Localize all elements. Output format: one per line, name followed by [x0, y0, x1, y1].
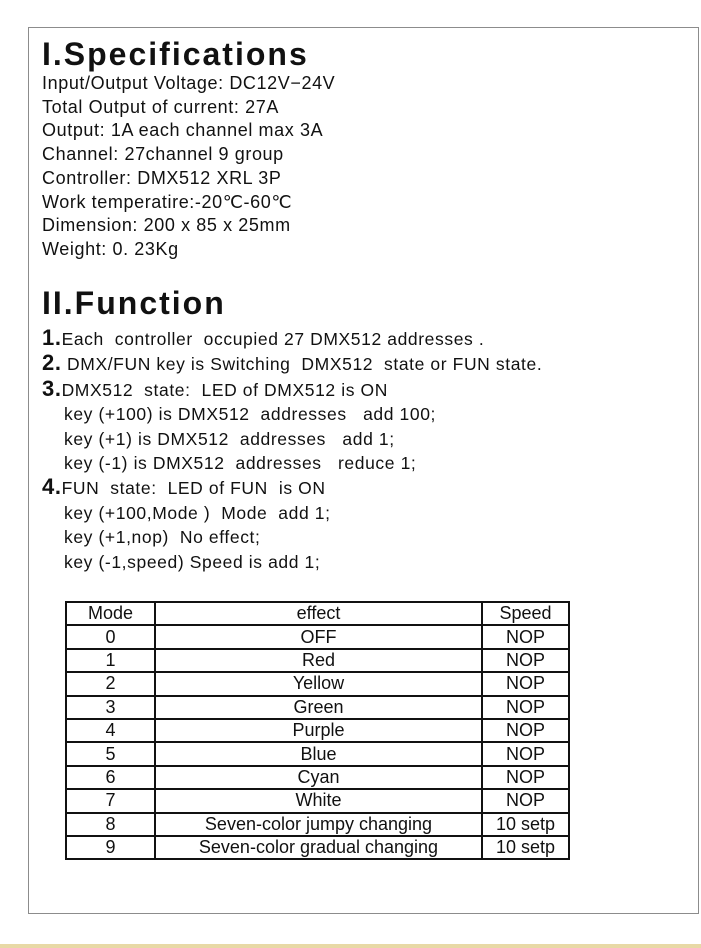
item-number: 1.: [42, 325, 62, 350]
effect-cell: Blue: [155, 742, 482, 765]
item-number: 3.: [42, 375, 62, 401]
effect-cell: Purple: [155, 719, 482, 742]
function-line: [42, 475, 542, 500]
table-row: [66, 625, 569, 648]
speed-cell: NOP: [482, 625, 569, 648]
mode-cell: 7: [66, 789, 155, 812]
column-header-mode: Mode: [66, 602, 155, 625]
effect-cell: OFF: [155, 625, 482, 648]
function-line: [42, 326, 542, 351]
mode-cell: 0: [66, 625, 155, 648]
spec-total-current: Total Output of current: 27A: [42, 96, 279, 117]
key-line: key (+1,nop) No effect;: [64, 527, 261, 548]
item-text: Each controller occupied 27 DMX512 addresses .: [61, 329, 485, 349]
function-line: [42, 377, 542, 402]
key-line: key (-1,speed) Speed is add 1;: [64, 551, 321, 572]
specifications-list: [42, 72, 335, 262]
item-text: DMX512 state: LED of DMX512 is ON: [61, 379, 388, 400]
effect-cell: Red: [155, 649, 482, 672]
table-row: [66, 696, 569, 719]
table-row: [66, 742, 569, 765]
effect-cell: Seven-color gradual changing: [155, 836, 482, 859]
function-list: [42, 326, 542, 574]
mode-cell: 2: [66, 672, 155, 695]
table-row: [66, 672, 569, 695]
key-line: key (+1) is DMX512 addresses add 1;: [64, 428, 395, 449]
mode-cell: 5: [66, 742, 155, 765]
table-row: [66, 813, 569, 836]
speed-cell: 10 setp: [482, 813, 569, 836]
item-number: 2.: [42, 350, 62, 376]
mode-cell: 3: [66, 696, 155, 719]
table-row: [66, 789, 569, 812]
table-header-row: [66, 602, 569, 625]
spec-output: Output: 1A each channel max 3A: [42, 120, 324, 141]
mode-cell: 4: [66, 719, 155, 742]
mode-cell: 9: [66, 836, 155, 859]
speed-cell: NOP: [482, 696, 569, 719]
effect-cell: White: [155, 789, 482, 812]
spec-weight: Weight: 0. 23Kg: [42, 238, 179, 259]
function-item-1: [42, 326, 542, 351]
mode-cell: 1: [66, 649, 155, 672]
table-row: [66, 649, 569, 672]
spec-controller: Controller: DMX512 XRL 3P: [42, 167, 282, 188]
effect-cell: Seven-color jumpy changing: [155, 813, 482, 836]
key-line: key (+100) is DMX512 addresses add 100;: [64, 404, 436, 425]
item-number: 4.: [42, 474, 62, 500]
function-heading: II.Function: [42, 285, 226, 321]
table-row: [66, 836, 569, 859]
speed-cell: NOP: [482, 789, 569, 812]
item-text: FUN state: LED of FUN is ON: [61, 478, 326, 499]
function-line: [42, 351, 542, 376]
function-item-2: [42, 351, 542, 376]
function-item-3: [42, 377, 542, 476]
effect-cell: Green: [155, 696, 482, 719]
key-line: key (+100,Mode ) Mode add 1;: [64, 502, 331, 523]
mode-table: [65, 601, 570, 860]
item-text: DMX/FUN key is Switching DMX512 state or FUN state.: [61, 354, 543, 375]
speed-cell: NOP: [482, 766, 569, 789]
speed-cell: NOP: [482, 742, 569, 765]
speed-cell: NOP: [482, 719, 569, 742]
function-item-4: [42, 475, 542, 574]
mode-cell: 8: [66, 813, 155, 836]
speed-cell: NOP: [482, 649, 569, 672]
table-row: [66, 719, 569, 742]
mode-cell: 6: [66, 766, 155, 789]
spec-channel: Channel: 27channel 9 group: [42, 144, 284, 165]
effect-cell: Cyan: [155, 766, 482, 789]
specifications-heading: I.Specifications: [42, 36, 309, 72]
speed-cell: 10 setp: [482, 836, 569, 859]
column-header-speed: Speed: [482, 602, 569, 625]
spec-voltage: Input/Output Voltage: DC12V−24V: [42, 73, 336, 93]
key-line: key (-1) is DMX512 addresses reduce 1;: [64, 453, 417, 474]
column-header-effect: effect: [155, 602, 482, 625]
effect-cell: Yellow: [155, 672, 482, 695]
spec-work-temperature: Work temperatire:-20℃-60℃: [42, 191, 293, 212]
table-row: [66, 766, 569, 789]
bottom-strip: [0, 944, 701, 948]
spec-dimension: Dimension: 200 x 85 x 25mm: [42, 215, 291, 236]
speed-cell: NOP: [482, 672, 569, 695]
